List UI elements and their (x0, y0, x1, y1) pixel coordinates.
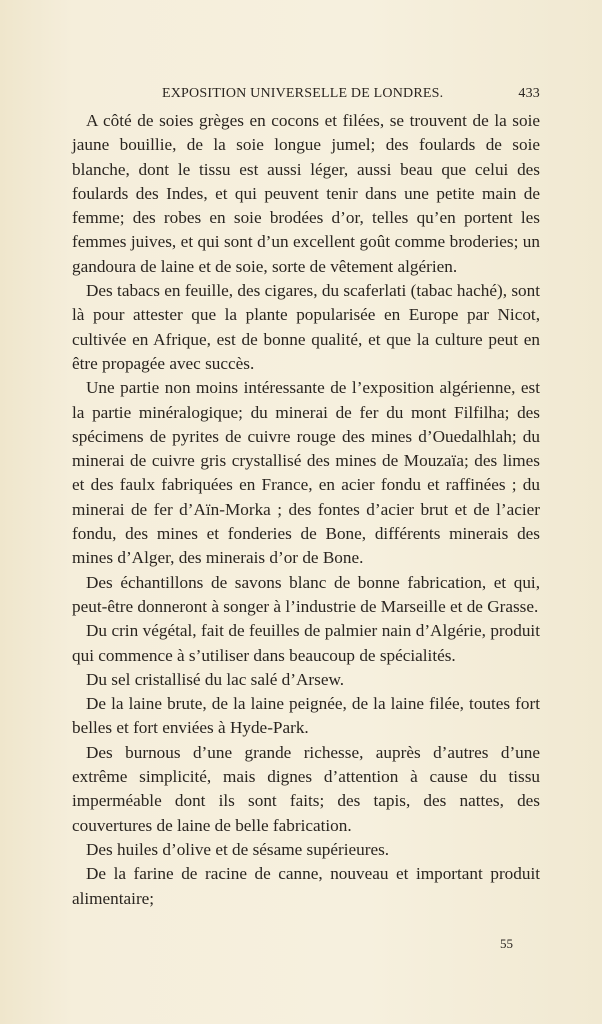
paragraph-vegetable-horsehair: Du crin végétal, fait de feuilles de palmier nain d’Algérie, produit qui commence à s’utiliser dans beaucoup de spécialités. (72, 621, 540, 665)
page-number: 433 (518, 86, 540, 101)
signature-mark: 55 (500, 936, 513, 951)
paragraph-salt: Du sel cristallisé du lac salé d’Arsew. (86, 669, 345, 689)
paragraph-wool: De la laine brute, de la laine peignée, de la laine filée, toutes fort belles et fort enviées à Hyde-Park. (72, 694, 540, 738)
paragraph-oils: Des huiles d’olive et de sésame supérieures. (86, 839, 390, 859)
paragraph-tobacco: Des tabacs en feuille, des cigares, du scaferlati (tabac haché), sont là pour attester que la plante popularisée en Europe par Nicot, cultivée en Afrique, est de bonne qualité, et que la culture peut en être propagée avec succès. (72, 281, 540, 373)
paragraph-minerals: Une partie non moins intéressante de l’exposition algérienne, est la partie minéralogique; du minerai de fer du mont Filfilha; des spécimens de pyrites de cuivre rouge des mines d’Ouedalhlah; du minerai de cuivre gris crystallisé des mines de Mouzaïa; des limes et des faulx fabriquées en France, en acier fondu et raffinées ; du minerai de fer d’Aïn-Morka ; des fontes d’acier brut et de l’acier fondu, des mines et fonderies de Bone, différents minerais des mines d’Alger, des minerais d’or de Bone. (72, 378, 540, 568)
paragraph-burnous: Des burnous d’une grande richesse, auprès d’autres d’une extrême simplicité, mais dignes d’attention à cause du tissu imperméable dont ils sont faits; des tapis, des nattes, des couvertures de laine de belle fabrication. (72, 742, 540, 835)
running-header (72, 86, 540, 106)
running-title: EXPOSITION UNIVERSELLE DE LONDRES. (162, 86, 444, 101)
paragraph-silks: A côté de soies grèges en cocons et filées, se trouvent de la soie jaune bouillie, de la soie longue jumel; des foulards de soie blanche, dont le tissu est aussi léger, aussi beau que celui des foulards des Indes, et qui peuvent tenir dans une petite main de femme; des robes en soie brodées d’or, telles qu’en portent les femmes juives, et qui sont d’un excellent goût comme broderies; un gandoura de laine et de soie, sorte de vêtement algérien. (72, 111, 540, 276)
paragraph-flour: De la farine de racine de canne, nouveau et important produit alimentaire; (72, 864, 540, 908)
paragraph-soaps: Des échantillons de savons blanc de bonne fabrication, et qui, peut-être donneront à songer à l’industrie de Marseille et de Grasse. (72, 572, 540, 616)
body-text (72, 109, 540, 911)
